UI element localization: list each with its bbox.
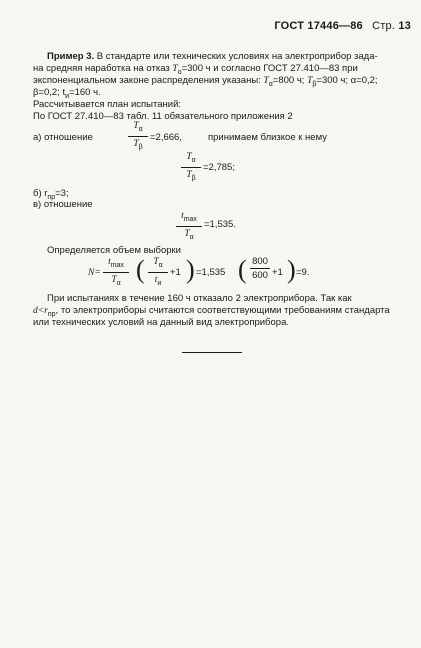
formula-4-frac-2: $T_\alpha$ $t_и$ xyxy=(148,256,168,289)
step-a-fraction: $T_\alpha$ $T_\beta$ xyxy=(128,120,148,153)
closing-rule xyxy=(182,352,242,353)
page-number: 13 xyxy=(398,20,411,32)
step-a-note: принимаем близкое к нему xyxy=(208,132,327,143)
formula-3-value: =1,535. xyxy=(204,219,236,230)
example-line-1: Пример 3. В стандарте или технических условиях на электроприбор зада- xyxy=(47,51,378,62)
formula-4-close-paren-2: ) xyxy=(287,255,296,284)
step-b: б) $r_{пр}=3$; xyxy=(33,188,69,201)
formula-4-plus-2: +1 xyxy=(272,267,283,278)
formula-2-value: =2,785; xyxy=(203,162,235,173)
page-header xyxy=(274,20,411,32)
step-c-label: в) отношение xyxy=(33,199,93,210)
formula-4-lhs: N= xyxy=(88,268,101,278)
conclusion-line-3: или технических условий на данный вид электроприбора. xyxy=(33,317,289,328)
formula-4-close-paren-1: ) xyxy=(186,255,195,284)
example-line-2: на средняя наработка на отказ $T_о=300$ ч и согласно ГОСТ 27.410—83 при xyxy=(33,63,358,76)
formula-4-frac-3: 800 600 xyxy=(250,256,270,281)
conclusion-line-1: При испытаниях в течение 160 ч отказало 2 электроприбора. Так как xyxy=(47,293,352,304)
calc-intro: Рассчитывается план испытаний: xyxy=(33,99,182,110)
step-a-label: а) отношение xyxy=(33,132,93,143)
page-label: Стр. xyxy=(372,20,396,32)
formula-4-mid: =1,535 xyxy=(196,267,226,278)
conclusion-line-2: $d<r_{пр}$, то электроприборы считаются соответствующими требованиям стандарта xyxy=(33,305,390,318)
example-line-4: β=0,2; $t_и=160$ ч. xyxy=(33,87,101,100)
formula-4-frac-1: $t_{max}$ $T_\alpha$ xyxy=(103,256,129,289)
formula-4-open-paren-1: ( xyxy=(136,255,145,284)
formula-4-open-paren-2: ( xyxy=(238,255,247,284)
formula-2-fraction: $T_\alpha$ $T_\beta$ xyxy=(181,151,201,184)
step-a-value: =2,666, xyxy=(150,132,182,143)
sample-intro: Определяется объем выборки xyxy=(47,245,181,256)
example-title: Пример 3. xyxy=(47,51,95,62)
example-line-3: экспоненциальном законе распределения указаны: $T_\alpha=800$ ч; $T_\beta=300$ ч; α=0,2; xyxy=(33,75,378,88)
calc-source: По ГОСТ 27.410—83 табл. 11 обязательного приложения 2 xyxy=(33,111,293,122)
formula-4-result: =9. xyxy=(296,267,310,278)
formula-4-plus-1: +1 xyxy=(170,267,181,278)
formula-3-fraction: $t_{max}$ $T_\alpha$ xyxy=(176,210,202,243)
standard-number: ГОСТ 17446—86 xyxy=(274,20,363,32)
